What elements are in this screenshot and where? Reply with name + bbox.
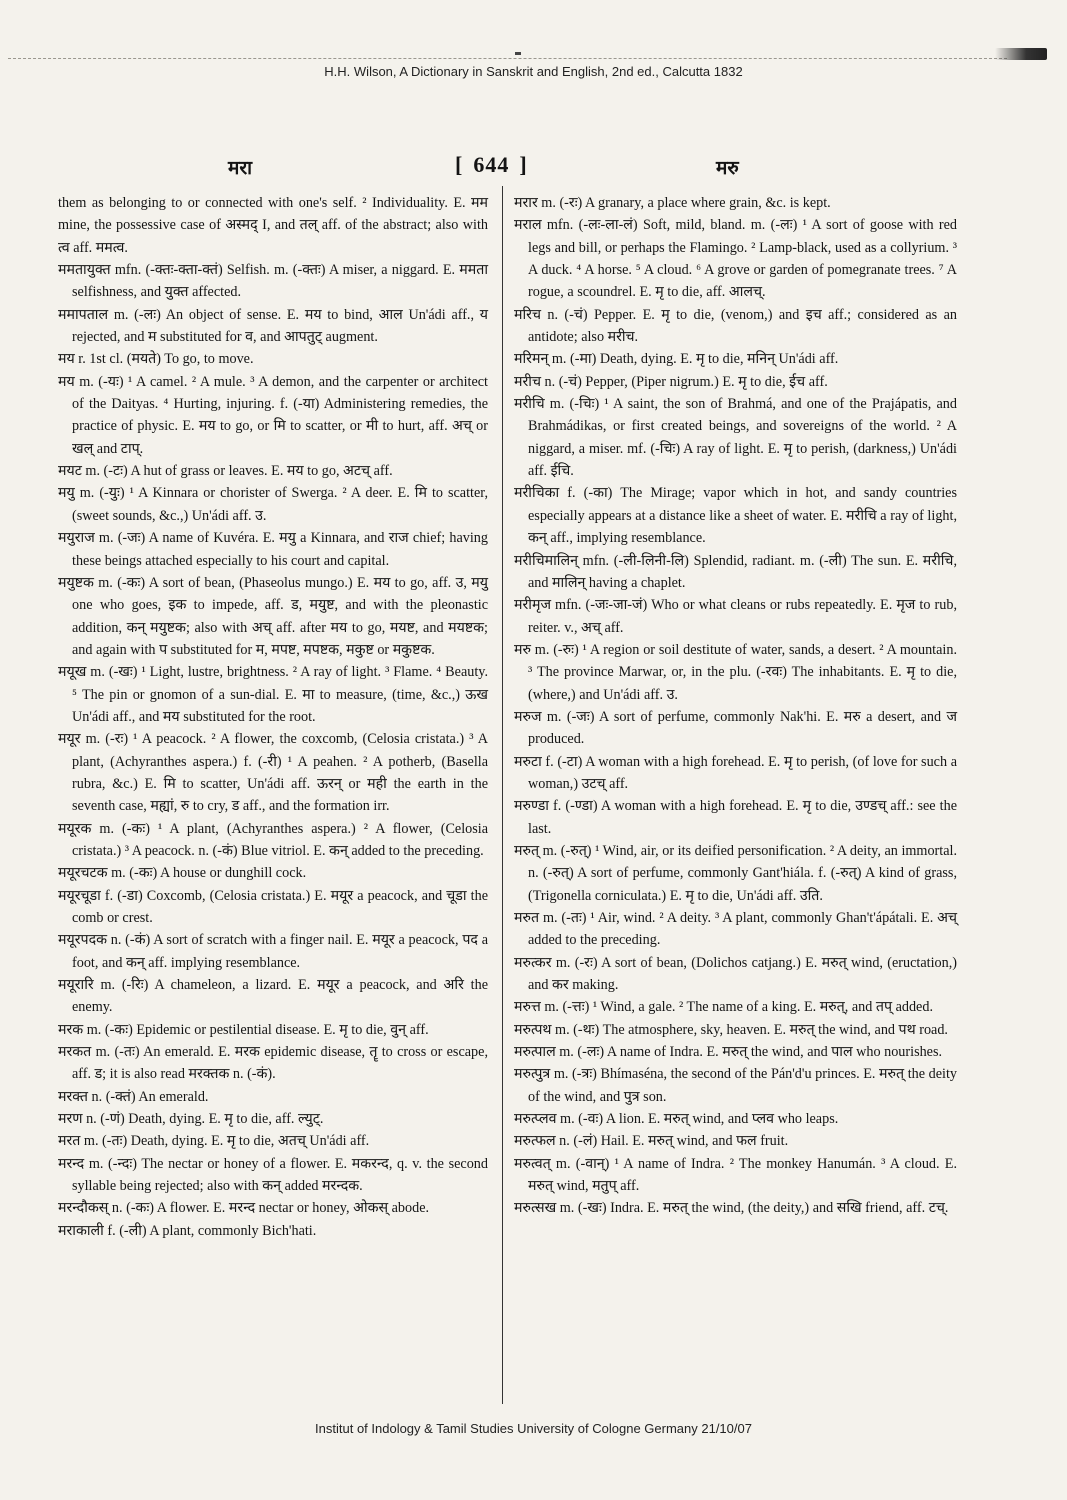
dictionary-entry: मरुटा f. (-टा) A woman with a high forehead. E. मृ to perish, (of love for such a woman,) उटच् aff. (514, 753, 957, 792)
dictionary-entry: मरुण्डा f. (-ण्डा) A woman with a high forehead. E. मृ to die, उण्डच् aff.: see the last. (514, 798, 957, 837)
dictionary-entry: मरक्त n. (-क्तं) An emerald. (58, 1088, 209, 1105)
dictionary-entry: मरुत्कर m. (-रः) A sort of bean, (Dolichos catjang.) E. मरुत् wind, (eructation,) and कर making. (514, 954, 957, 994)
dictionary-entry: मयूरक m. (-कः) ¹ A plant, (Achyranthes aspera.) ² A flower, (Celosia cristata.) ³ A peacock. n. (-कं) Blue vitriol. E. कन् added to the preceding. (58, 820, 488, 859)
dictionary-entry: मयुष्टक m. (-कः) A sort of bean, (Phaseolus mungo.) E. मय to go, aff. उ, मयु one who goes, इक to impede, aff. ड, मयुष्ट, and with the pleonastic addition, कन् मयुष्टक; also with अच् aff. after मय to go, मयष्ट, and मयष्टक; and again with प substituted for म, मपष्ट, मपष्टक, मकुष्ट or मकुष्टक. (58, 574, 488, 658)
dictionary-entry: मयूरचूडा f. (-डा) Coxcomb, (Celosia cristata.) E. मयूर a peacock, and चूडा the comb or crest. (58, 887, 488, 926)
dictionary-entry: मयूरारि m. (-रिः) A chameleon, a lizard. E. मयूर a peacock, and अरि the enemy. (58, 977, 488, 1016)
dictionary-entry: ममापताल m. (-लः) An object of sense. E. मय to bind, आल Un'ádi aff., य rejected, and म substituted for व, and आपतुट् augment. (58, 306, 488, 346)
scan-ink-blot (995, 48, 1047, 60)
dictionary-entry: मरुत्पथ m. (-थः) The atmosphere, sky, heaven. E. मरुत् the wind, and पथ road. (514, 1021, 948, 1038)
dictionary-entry: मरीमृज mfn. (-जः-जा-जं) Who or what cleans or rubs repeatedly. E. मृज to rub, reiter. v., अच् aff. (514, 597, 957, 636)
dictionary-entry: मयट m. (-टः) A hut of grass or leaves. E. मय to go, अटच् aff. (58, 463, 393, 480)
dictionary-entry: मरीच n. (-चं) Pepper, (Piper nigrum.) E. मृ to die, ईच aff. (514, 373, 828, 390)
dictionary-entry: मरुत्सख m. (-खः) Indra. E. मरुत् the wind, (the deity,) and सखि friend, aff. टच्. (514, 1200, 949, 1217)
dictionary-entry: मयूख m. (-खः) ¹ Light, lustre, brightness. ² A ray of light. ³ Flame. ⁴ Beauty. ⁵ The pin or gnomon of a sun-dial. E. मा to measure, (time, &c.,) ऊख Un'ádi aff., and मय substituted for the root. (58, 664, 488, 725)
dictionary-entry: मरु m. (-रुः) ¹ A region or soil destitute of water, sands, a desert. ² A mountain. ³ The province Marwar, or, in the plu. (-रवः) The inhabitants. E. मृ to die, (where,) and Un'ádi aff. उ. (514, 641, 957, 703)
dictionary-entry: मरुत्पाल m. (-लः) A name of Indra. E. मरुत् the wind, and पाल who nourishes. (514, 1044, 943, 1061)
guide-word-left: मरा (228, 157, 253, 179)
dictionary-entry: मराल mfn. (-लः-ला-लं) Soft, mild, bland. m. (-लः) ¹ A sort of goose with red legs and bill, or perhaps the Flamingo. ² Lamp-black, used as a collyrium. ³ A duck. ⁴ A horse. ⁵ A cloud. ⁶ A grove or garden of pomegranate trees. ⁷ A rogue, a scoundrel. E. मृ to die, aff. आलच्. (514, 217, 957, 301)
column-divider (502, 186, 503, 1404)
dictionary-entry: मरुत m. (-तः) ¹ Air, wind. ² A deity. ³ A plant, commonly Ghan't'ápátali. E. अच् added to the preceding. (514, 910, 957, 949)
guide-word-right: मरु (716, 157, 739, 179)
dictionary-entry: मरिमन् m. (-मा) Death, dying. E. मृ to die, मनिन् Un'ádi aff. (514, 351, 839, 368)
dictionary-entry: मरन्द m. (-न्दः) The nectar or honey of a flower. E. मकरन्द, q. v. the second syllable being rejected; also with कन् added मरन्दक. (58, 1155, 488, 1195)
dictionary-entry: ममतायुक्त mfn. (-क्तः-क्ता-क्तं) Selfish. m. (-क्तः) A miser, a niggard. E. ममता selfishness, and युक्त affected. (58, 262, 488, 301)
dictionary-entry: मरत m. (-तः) Death, dying. E. मृ to die, अतच् Un'ádi aff. (58, 1133, 370, 1150)
dictionary-entry: मयूरचटक m. (-कः) A house or dunghill cock. (58, 865, 307, 882)
dictionary-entry: मरुत् m. (-रुत्) ¹ Wind, air, or its deified personification. ² A deity, an immortal. n. (-रुत्) A sort of perfume, commonly Gant'hiála. f. (-रुत्) A kind of grass, (Trigonella corniculata.) E. मृ to die, Un'ádi aff. उति. (514, 842, 957, 904)
dictionary-entry: मरीचिका f. (-का) The Mirage; vapor which in hot, and sandy countries especially appears at a distance like a sheet of water. E. मरीचि a ray of light, कन् aff., implying resemblance. (514, 485, 957, 547)
dictionary-entry: मरन्दौकस् n. (-कः) A flower. E. मरन्द nectar or honey, ओकस् abode. (58, 1200, 430, 1217)
dictionary-entry: मरुत्त m. (-त्तः) ¹ Wind, a gale. ² The name of a king. E. मरुत्, and तप् added. (514, 999, 933, 1016)
dictionary-entry: मरीचिमालिन् mfn. (-ली-लिनी-लि) Splendid, radiant. m. (-ली) The sun. E. मरीचि, and मालिन् having a chaplet. (514, 552, 957, 591)
right-column (514, 192, 957, 1220)
page-number: [ 644 ] (455, 152, 528, 177)
source-footer-note: Institut of Indology & Tamil Studies University of Cologne Germany 21/10/07 (315, 1421, 752, 1436)
dictionary-entry: मरुत्वत् m. (-वान्) ¹ A name of Indra. ² The monkey Hanumán. ³ A cloud. E. मरुत् wind, मतुप् aff. (514, 1155, 957, 1195)
dictionary-entry: मरुज m. (-जः) A sort of perfume, commonly Nak'hi. E. मरु a desert, and ज produced. (514, 708, 957, 748)
dictionary-entry: मरकत m. (-तः) An emerald. E. मरक epidemic disease, तॄ to cross or escape, aff. ड; it is also read मरक्तक n. (-कं). (58, 1044, 488, 1083)
dictionary-entry: मयुराज m. (-जः) A name of Kuvéra. E. मयु a Kinnara, and राज chief; having these beings attached especially to his court and capital. (58, 530, 488, 569)
left-column (58, 192, 488, 1242)
scan-ink-speck (515, 52, 521, 55)
dictionary-entry: मय m. (-यः) ¹ A camel. ² A mule. ³ A demon, and the carpenter or architect of the Daityas. ⁴ Hurting, injuring. f. (-या) Administering remedies, the practice of physic. E. मय to go, or मि to scatter, or मी to hurt, aff. अच् or खल् and टाप्. (58, 373, 488, 457)
dictionary-entry: मरार m. (-रः) A granary, a place where grain, &c. is kept. (514, 195, 831, 211)
dictionary-entry: मराकाली f. (-ली) A plant, commonly Bich'hati. (58, 1222, 317, 1239)
dictionary-entry: मरक m. (-कः) Epidemic or pestilential disease. E. मृ to die, वुन् aff. (58, 1021, 429, 1038)
dictionary-entry: मरण n. (-णं) Death, dying. E. मृ to die, aff. ल्युट्. (58, 1111, 324, 1128)
dictionary-entry: them as belonging to or connected with one's self. ² Individuality. E. मम mine, the possessive case of अस्मद् I, and तल् aff. of the abstract; also with त्व aff. ममत्व. (58, 195, 488, 256)
dictionary-entry: मय r. 1st cl. (मयते) To go, to move. (58, 351, 254, 368)
dictionary-entry: मरिच n. (-चं) Pepper. E. मृ to die, (venom,) and इच aff.; considered as an antidote; also मरीच. (514, 306, 957, 346)
dictionary-entry: मयु m. (-युः) ¹ A Kinnara or chorister of Swerga. ² A deer. E. मि to scatter, (sweet sounds, &c.,) Un'ádi aff. उ. (58, 485, 488, 524)
page-number-value: 644 (473, 152, 510, 177)
scan-dashed-rule (8, 58, 1007, 59)
dictionary-entry: मयूरपदक n. (-कं) A sort of scratch with a finger nail. E. मयूर a peacock, पद a foot, and कन् aff. implying resemblance. (58, 932, 488, 971)
dictionary-entry: मरुत्प्लव m. (-वः) A lion. E. मरुत् wind, and प्लव who leaps. (514, 1111, 839, 1128)
dictionary-entry: मरुत्पुत्र m. (-त्रः) Bhímaséna, the second of the Pán'd'u princes. E. मरुत् the deity of the wind, and पुत्र son. (514, 1066, 957, 1105)
dictionary-entry: मयूर m. (-रः) ¹ A peacock. ² A flower, the coxcomb, (Celosia cristata.) ³ A plant, (Achyranthes aspera.) f. (-री) ¹ A peahen. ² A potherb, (Basella rubra, &c.) E. मि to scatter, Un'ádi aff. ऊरन् or मही the earth in the seventh case, मह्यां, रु to cry, ड aff., and the formation irr. (58, 731, 488, 815)
source-header-note: H.H. Wilson, A Dictionary in Sanskrit and English, 2nd ed., Calcutta 1832 (324, 64, 743, 79)
dictionary-entry: मरीचि m. (-चिः) ¹ A saint, the son of Brahmá, and one of the Prajápatis, and Brahmádikas, or first created beings, and sovereigns of the world. ² A niggard, a miser. mf. (-चिः) A ray of light. E. मृ to perish, (darkness,) Un'ádi aff. ईचि. (514, 396, 957, 480)
dictionary-entry: मरुत्फल n. (-लं) Hail. E. मरुत् wind, and फल fruit. (514, 1133, 789, 1150)
